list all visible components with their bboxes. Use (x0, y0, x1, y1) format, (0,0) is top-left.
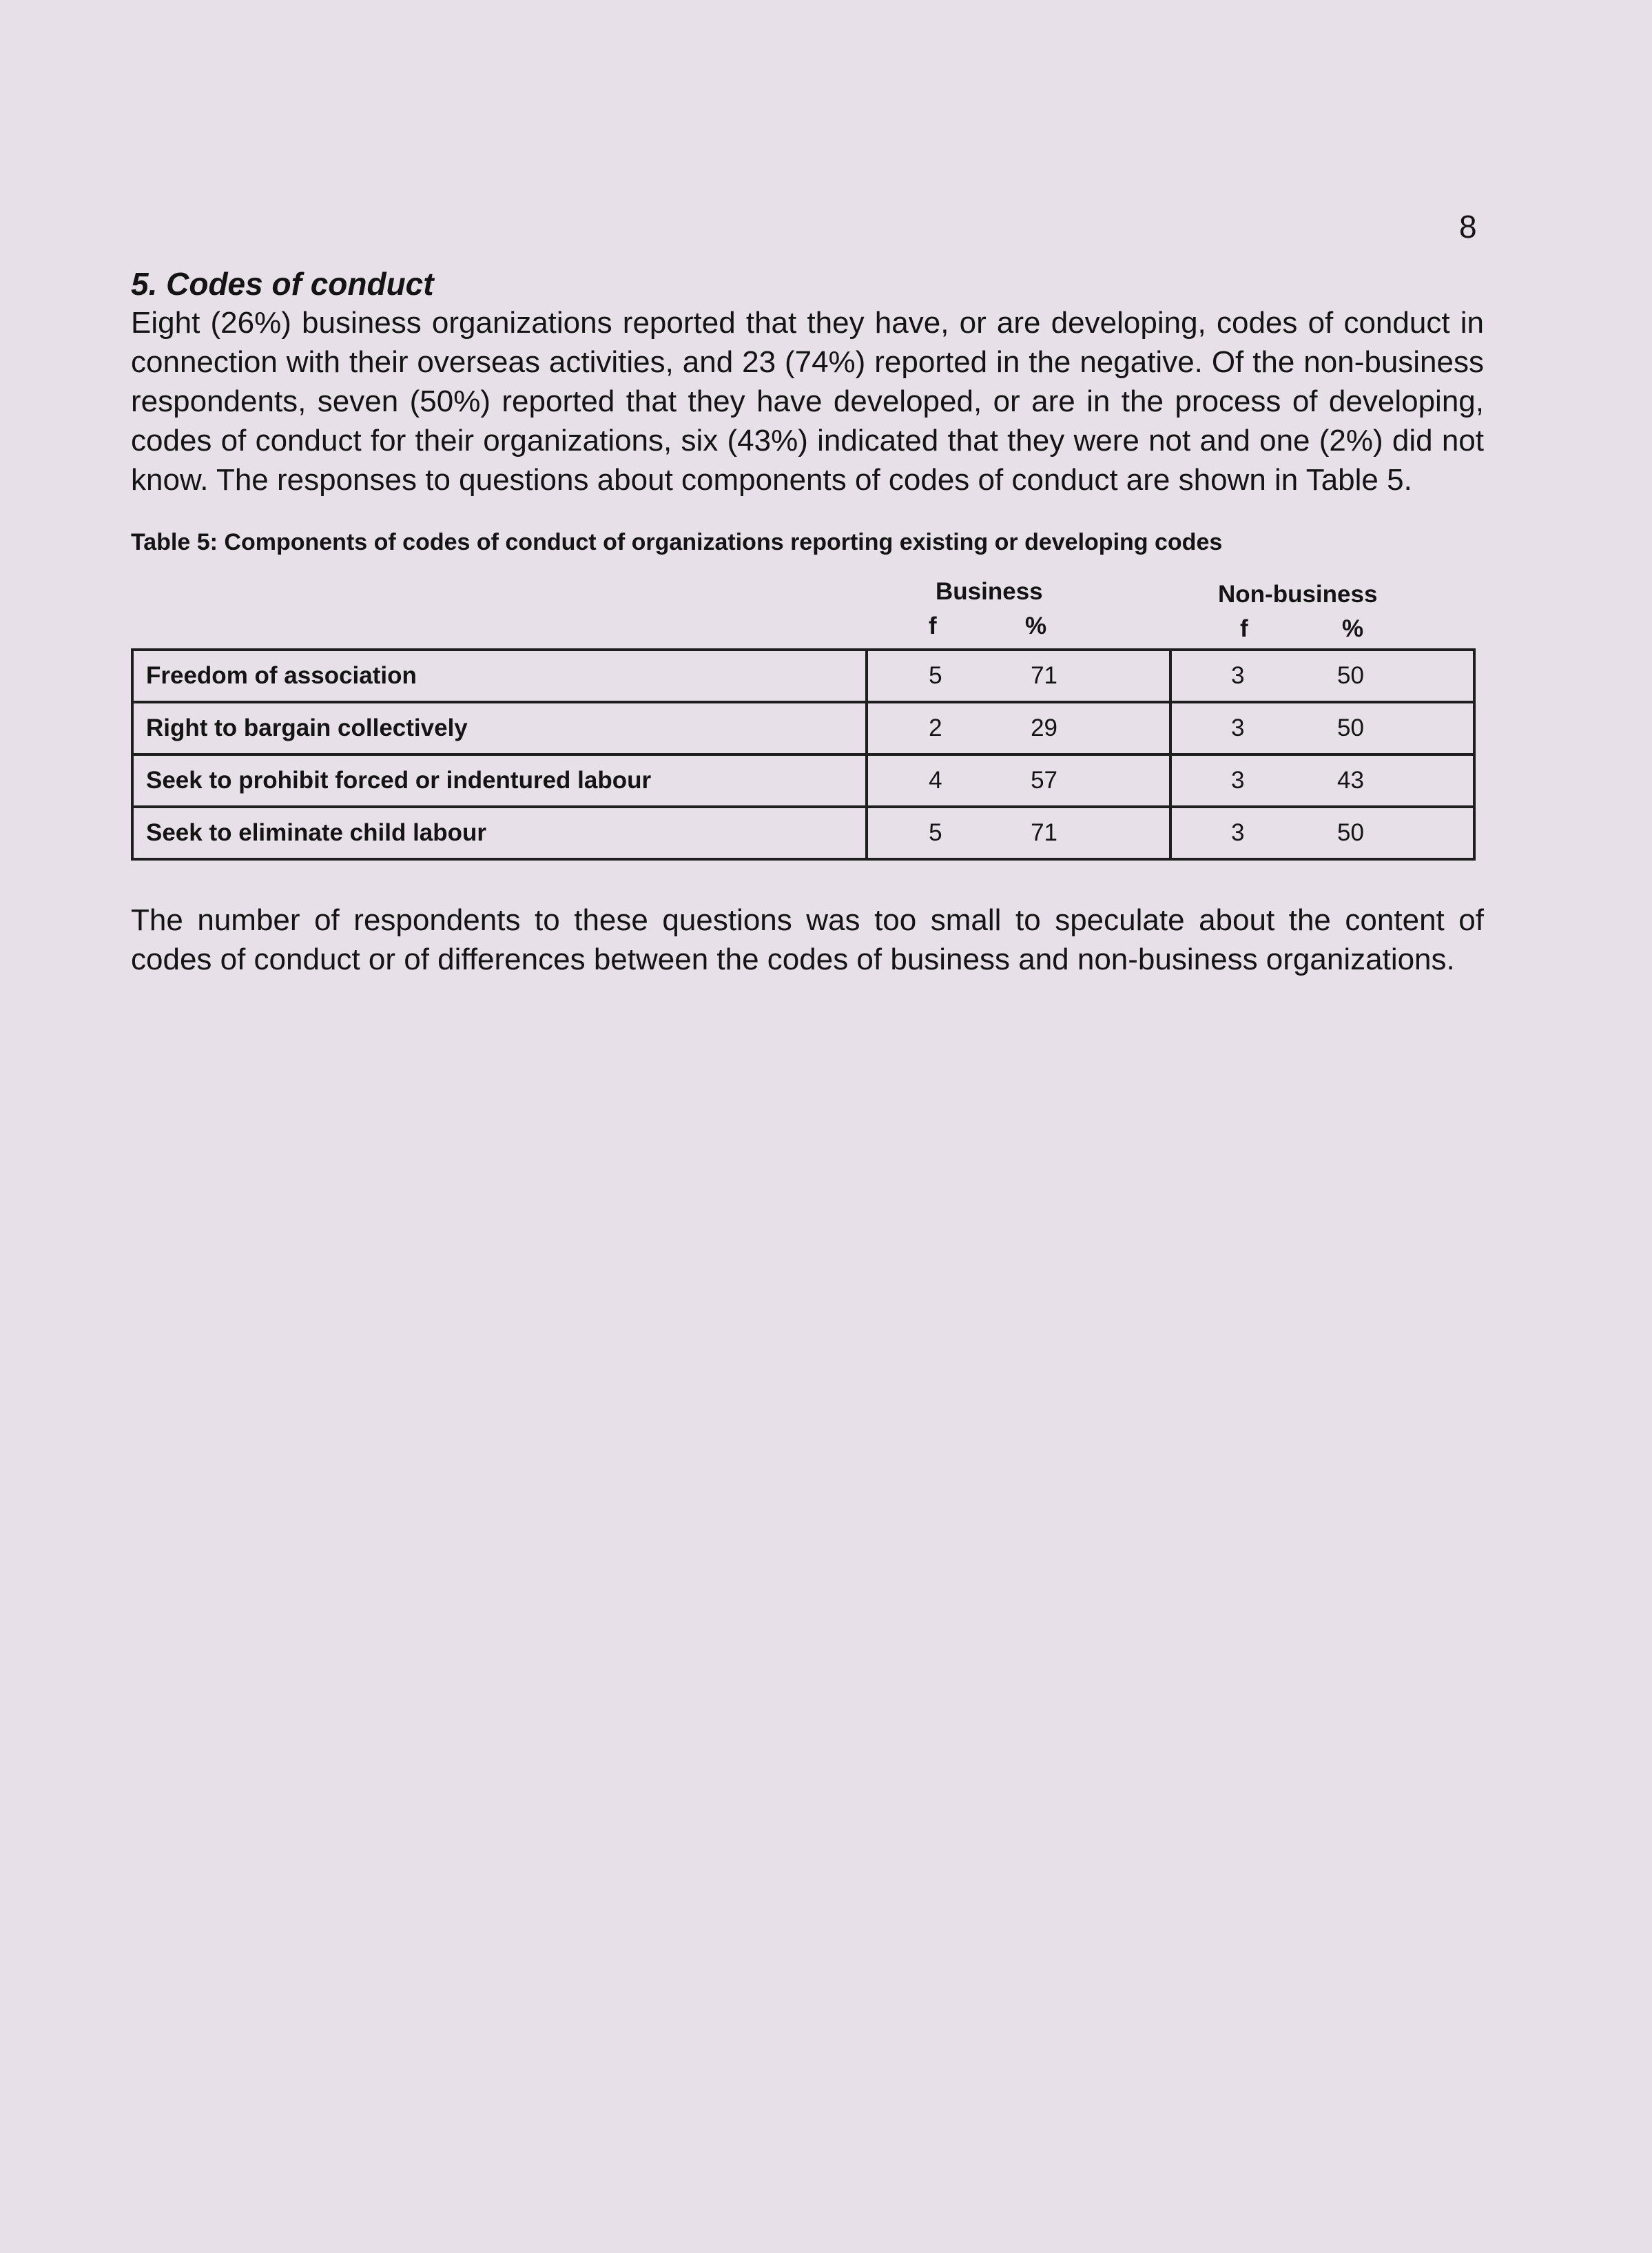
business-group-header: Business (936, 578, 1043, 605)
components-table (131, 648, 1476, 861)
business-cell (867, 807, 1170, 859)
table-row (132, 807, 1474, 859)
business-cell (867, 650, 1170, 702)
row-label: Seek to eliminate child labour (132, 807, 867, 859)
table-column-headers (131, 573, 1484, 648)
business-f-value: 4 (929, 767, 942, 794)
non-business-group-header: Non-business (1218, 581, 1378, 608)
nonbusiness-pct-value: 50 (1337, 819, 1364, 846)
section-paragraph: Eight (26%) business organizations reported that they have, or are developing, codes of conduct in connection with their overseas activities, and 23 (74%) reported in the negative. Of the non-business respondents, seven (50%) reported that they have developed, or are in the process of developing, codes of conduct for their organizations, six (43%) indicated that they were not and one (2%) did not know. The responses to questions about components of codes of conduct are shown in Table 5. (131, 306, 1484, 497)
business-f-header: f (929, 613, 937, 639)
closing-paragraph: The number of respondents to these questions was too small to speculate about the content of codes of conduct or of differences between the codes of business and non-business organizations. (131, 903, 1484, 976)
nonbusiness-f-value: 3 (1231, 819, 1245, 846)
business-cell (867, 754, 1170, 807)
business-f-value: 2 (929, 714, 942, 741)
nonbusiness-f-value: 3 (1231, 662, 1245, 689)
table-row (132, 754, 1474, 807)
table-caption: Table 5: Components of codes of conduct of organizations reporting existing or developing codes (131, 529, 1223, 555)
business-pct-header: % (1025, 613, 1047, 639)
row-label: Seek to prohibit forced or indentured labour (132, 754, 867, 807)
business-pct-value: 57 (1031, 767, 1057, 794)
page-content (131, 265, 1484, 979)
nonbusiness-pct-value: 50 (1337, 714, 1364, 741)
row-label: Right to bargain collectively (132, 702, 867, 754)
section-heading: 5. Codes of conduct (131, 266, 434, 302)
nonbusiness-f-header: f (1240, 615, 1248, 642)
business-f-value: 5 (929, 819, 942, 846)
row-label: Freedom of association (132, 650, 867, 702)
nonbusiness-f-value: 3 (1231, 714, 1245, 741)
business-pct-value: 29 (1031, 714, 1057, 741)
nonbusiness-cell (1170, 702, 1474, 754)
table-row (132, 702, 1474, 754)
nonbusiness-cell (1170, 754, 1474, 807)
business-cell (867, 702, 1170, 754)
nonbusiness-pct-value: 43 (1337, 767, 1364, 794)
business-pct-value: 71 (1031, 819, 1057, 846)
page-number: 8 (1459, 209, 1477, 245)
nonbusiness-f-value: 3 (1231, 767, 1245, 794)
table-row (132, 650, 1474, 702)
nonbusiness-pct-header: % (1342, 615, 1364, 642)
business-f-value: 5 (929, 662, 942, 689)
business-pct-value: 71 (1031, 662, 1057, 689)
nonbusiness-cell (1170, 650, 1474, 702)
nonbusiness-pct-value: 50 (1337, 662, 1364, 689)
nonbusiness-cell (1170, 807, 1474, 859)
